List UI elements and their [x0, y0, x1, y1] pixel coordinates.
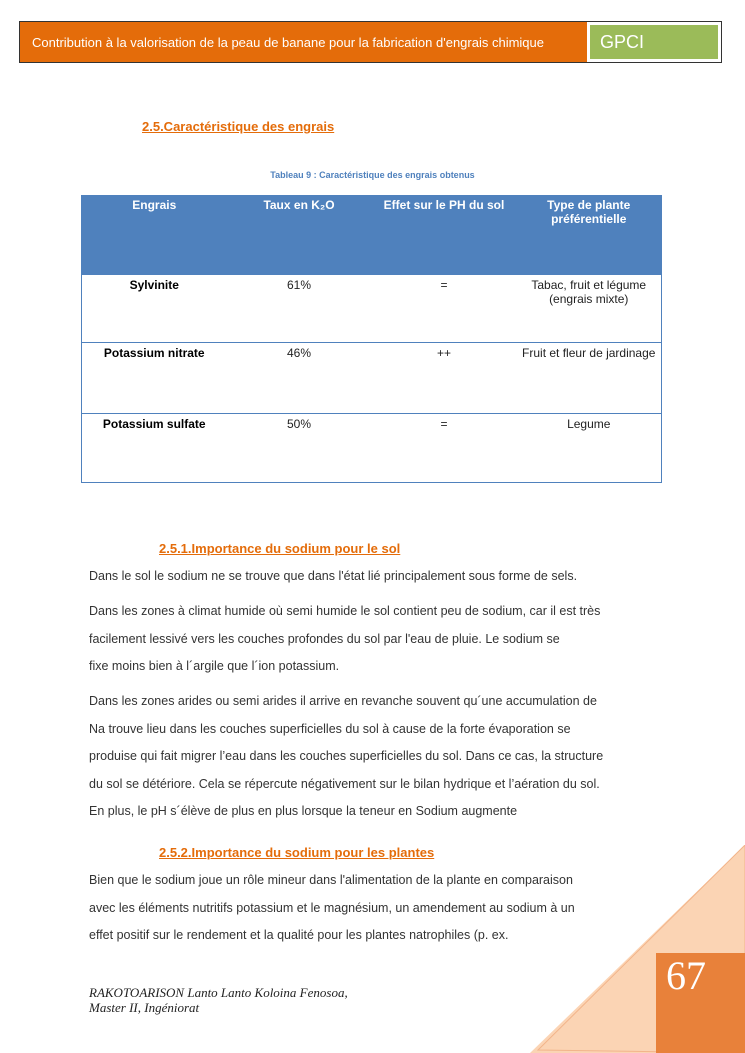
- text-line: Bien que le sodium joue un rôle mineur dans l'alimentation de la plante en comparaison: [89, 873, 573, 887]
- text-line: produise qui fait migrer l’eau dans les couches superficielles du sol. Dans ce cas, la structure: [89, 749, 604, 763]
- cell-type: Tabac, fruit et légume (engrais mixte): [517, 275, 662, 343]
- cell-taux: 50%: [227, 414, 372, 483]
- text-line: effet positif sur le rendement et la qualité pour les plantes natrophiles (p. ex.: [89, 928, 509, 942]
- table-row: [82, 343, 662, 414]
- text-line: du sol se détériore. Cela se répercute négativement sur le bilan hydrique et l’aération du sol.: [89, 776, 600, 791]
- fertilizer-table: [81, 195, 662, 483]
- cell-effet: =: [372, 275, 517, 343]
- section-title-2-5: 2.5.Caractéristique des engrais: [142, 119, 335, 134]
- text-line: En plus, le pH s´élève de plus en plus lorsque la teneur en Sodium augmente: [89, 804, 518, 818]
- paragraph: [89, 563, 669, 591]
- text-line: Dans le sol le sodium ne se trouve que dans l'état lié principalement sous forme de sels.: [89, 569, 578, 583]
- cell-type: Fruit et fleur de jardinage: [517, 343, 662, 414]
- table-row: [82, 275, 662, 343]
- cell-effet: =: [372, 414, 517, 483]
- table-row: [82, 414, 662, 483]
- cell-effet: ++: [372, 343, 517, 414]
- col-header-engrais: Engrais: [82, 195, 227, 275]
- section-title-2-5-2: 2.5.2.Importance du sodium pour les plantes: [159, 845, 435, 860]
- text-line: Dans les zones arides ou semi arides il arrive en revanche souvent qu´une accumulation de: [89, 694, 597, 708]
- cell-taux: 61%: [227, 275, 372, 343]
- header-title: Contribution à la valorisation de la peau de banane pour la fabrication d'engrais chimique: [20, 22, 590, 62]
- text-line: avec les éléments nutritifs potassium et le magnésium, un amendement au sodium à un: [89, 900, 575, 915]
- text-line: facilement lessivé vers les couches profondes du sol par l'eau de pluie. Le sodium se: [89, 631, 560, 646]
- header-tag: GPCI: [590, 25, 718, 59]
- page-number-corner: [530, 845, 745, 1053]
- col-header-taux: Taux en K₂O: [227, 195, 372, 275]
- footer-degree: Master II, Ingéniorat: [89, 1000, 200, 1015]
- cell-engrais: Potassium sulfate: [82, 414, 227, 483]
- section-title-2-5-1: 2.5.1.Importance du sodium pour le sol: [159, 541, 401, 556]
- footer-author: RAKOTOARISON Lanto Lanto Koloina Fenosoa,: [89, 985, 348, 1000]
- cell-engrais: Sylvinite: [82, 275, 227, 343]
- text-line: Na trouve lieu dans les couches superficielles du sol à cause de la forte évaporation se: [89, 721, 571, 736]
- paragraph: [89, 688, 669, 826]
- page-number: 67: [666, 953, 706, 998]
- text-line: fixe moins bien à l´argile que l´ion potassium.: [89, 659, 340, 673]
- page-header: [19, 21, 722, 63]
- col-header-type: Type de plante préférentielle: [517, 195, 662, 275]
- cell-type: Legume: [517, 414, 662, 483]
- footer: [89, 985, 348, 1015]
- table-header-row: [82, 195, 662, 275]
- text-line: Dans les zones à climat humide où semi humide le sol contient peu de sodium, car il est très: [89, 604, 601, 618]
- cell-engrais: Potassium nitrate: [82, 343, 227, 414]
- paragraph: [89, 598, 669, 681]
- col-header-effet: Effet sur le PH du sol: [372, 195, 517, 275]
- table-caption: Tableau 9 : Caractéristique des engrais obtenus: [270, 170, 475, 180]
- cell-taux: 46%: [227, 343, 372, 414]
